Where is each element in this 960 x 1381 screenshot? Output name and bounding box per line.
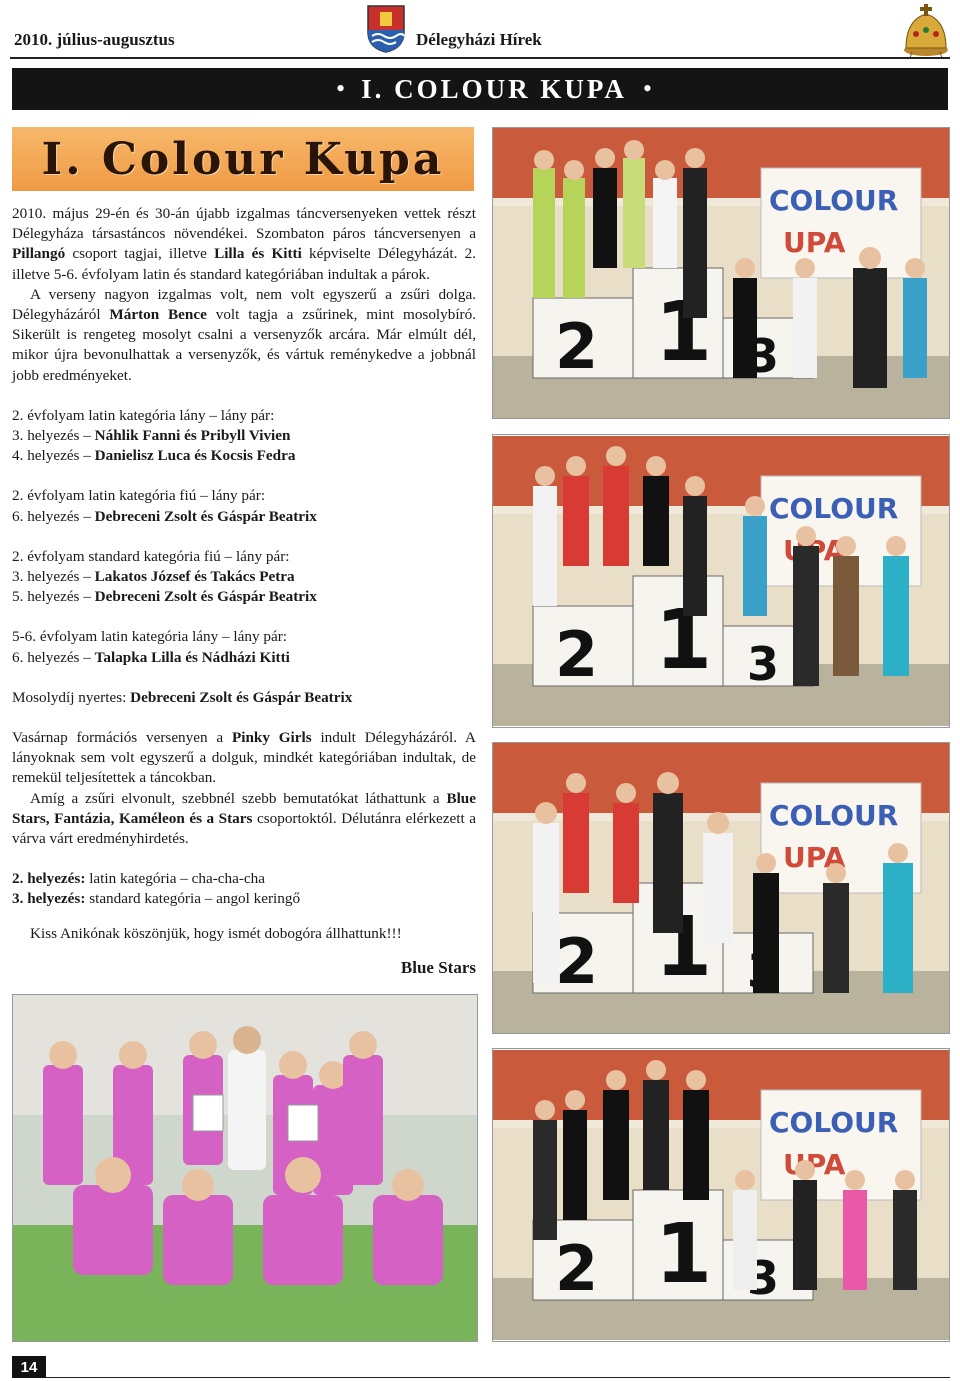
podium-photo-1 (492, 127, 950, 419)
podium-photo-4 (492, 1048, 950, 1342)
issue-date: 2010. július-augusztus (14, 30, 175, 49)
headline-text: I. Colour Kupa (41, 133, 445, 185)
results-block-4 (12, 627, 476, 667)
jury-paragraph: A verseny nagyon izgalmas volt, nem volt egyszerű a zsűri dolga. Délegyházáról Márton Bence volt tagja a zsűrinek, mint mosolybíró. Sikerült is rengeteg mosolyt csalni a versenyzők arcára. Már elmúlt dél, mikor újra bevonulhattak a versenyzők, és vártuk reménykedve a jobbnál jobb eredményeket. (12, 285, 477, 384)
results-block-2 (12, 486, 476, 526)
banner-bullet-left: • (336, 74, 346, 103)
result-category: 2. évfolyam latin kategória lány – lány pár: (12, 406, 275, 424)
placement-line: 2. helyezés: latin kategória – cha-cha-cha (12, 870, 266, 888)
coat-of-arms-icon (366, 4, 406, 54)
page-number: 14 (12, 1356, 46, 1378)
intro-paragraph: 2010. május 29-én és 30-án újabb izgalmas táncversenyeken vettek részt Délegyháza társastáncos növendékei. Szombaton páros táncversenyen a Pillangó csoport tagjai, illetve Lilla és Kitti képviselte Délegyházát. 2. illetve 5-6. évfolyam latin és standard kategóriában indultak a párok. (12, 205, 476, 283)
thanks-line: Kiss Anikónak köszönjük, hogy ismét dobogóra állhattunk!!! (30, 924, 402, 942)
header-rule (10, 57, 950, 59)
banner-title: I. COLOUR KUPA (361, 73, 627, 104)
section-banner (12, 68, 948, 110)
publication-name: Délegyházi Hírek (416, 30, 542, 49)
result-category: 2. évfolyam standard kategória fiú – lány pár: (12, 547, 290, 565)
footer-rule (46, 1377, 950, 1378)
sunday-paragraph: Vasárnap formációs versenyen a Pinky Girls indult Délegyházáról. A lányoknak sem volt egyszerű a dolguk, mindkét kategóriában indultak, de remekül teljesítettek a táncokban. (12, 729, 476, 787)
result-line: 6. helyezés – Talapka Lilla és Nádházi Kitti (12, 648, 290, 666)
placement-line: 3. helyezés: standard kategória – angol keringő (12, 890, 301, 908)
results-block-1 (12, 406, 476, 467)
banner-bullet-right: • (642, 74, 652, 103)
photo-caption: Blue Stars (400, 957, 476, 977)
blue-stars-photo (12, 994, 478, 1342)
shows-paragraph: Amíg a zsűri elvonult, szebbnél szebb bemutatókat láthattunk a Blue Stars, Fantázia, Kaméleon és a Stars csoportoktól. Délutánra elérkezett a várva várt eredményhirdetés. (12, 789, 476, 848)
smile-award: Mosolydíj nyertes: Debreceni Zsolt és Gáspár Beatrix (12, 688, 353, 706)
podium-photo-2 (492, 434, 950, 728)
result-line: 4. helyezés – Danielisz Luca és Kocsis Fedra (12, 447, 296, 465)
result-category: 2. évfolyam latin kategória fiú – lány pár: (12, 487, 266, 505)
article-headline (12, 127, 474, 191)
result-line: 3. helyezés – Náhlik Fanni és Pribyll Vivien (12, 427, 291, 445)
result-category: 5-6. évfolyam latin kategória lány – lány pár: (12, 628, 287, 646)
podium-photo-3 (492, 742, 950, 1034)
crown-icon (900, 2, 952, 58)
article-column (12, 204, 476, 978)
result-line: 5. helyezés – Debreceni Zsolt és Gáspár Beatrix (12, 588, 317, 606)
result-line: 3. helyezés – Lakatos József és Takács Petra (12, 568, 295, 586)
results-block-3 (12, 547, 476, 608)
result-line: 6. helyezés – Debreceni Zsolt és Gáspár Beatrix (12, 507, 317, 525)
